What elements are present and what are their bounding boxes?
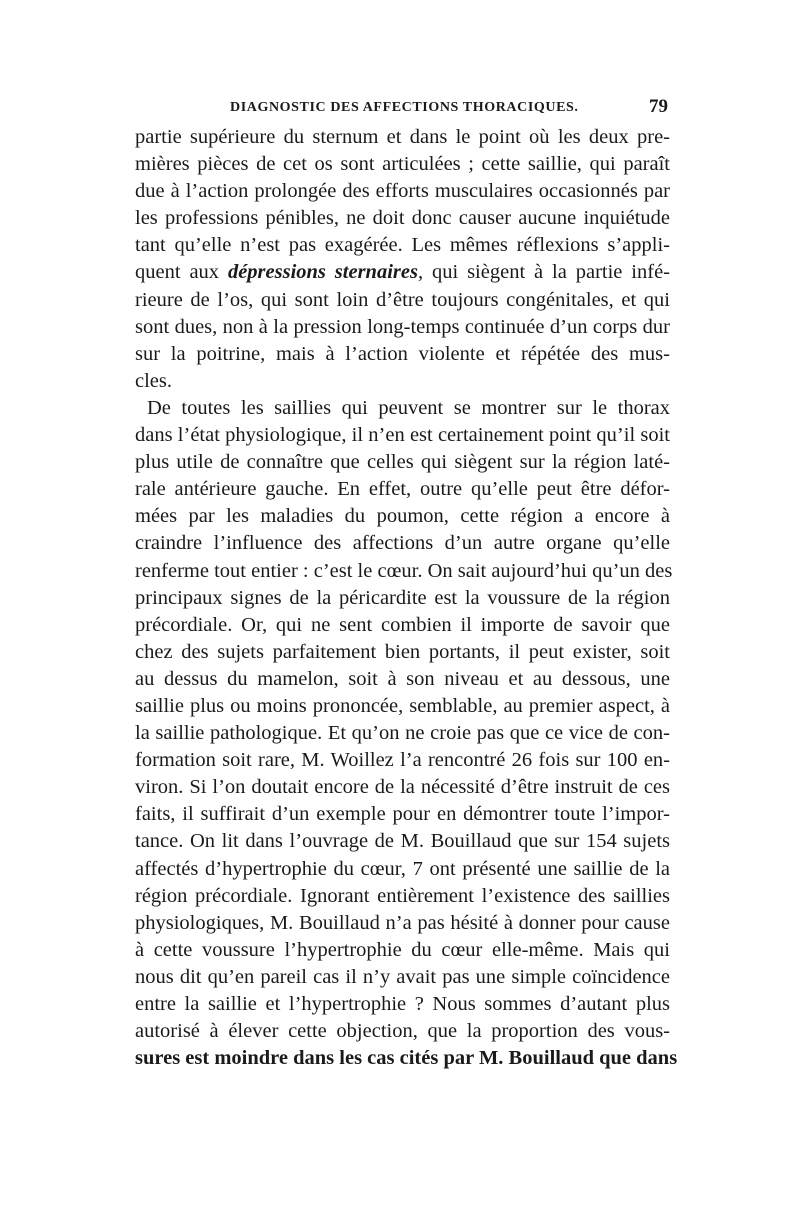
paragraph-first-line: De toutes les saillies qui peuvent se montrer sur le thorax [147,396,670,419]
text-line: entre la saillie et l’hypertrophie ? Nous sommes d’autant plus [135,993,670,1015]
text-line: mières pièces de cet os sont articulées ; cette saillie, qui paraît [135,153,670,176]
text-line: mées par les maladies du poumon, cette région a encore à [135,505,670,528]
text-line: craindre l’influence des affections d’un autre organe qu’elle [135,532,670,555]
text-line-with-emphasis [135,259,670,286]
text-line: cles. [135,369,172,392]
text-line: sures est moindre dans les cas cités par M. Bouillaud que dans [135,1047,678,1070]
text-line: rale antérieure gauche. En effet, outre qu’elle peut être défor- [135,478,670,501]
text-run: quent aux [135,261,228,284]
running-title: DIAGNOSTIC DES AFFECTIONS THORACIQUES. [230,100,579,115]
text-line: sur la poitrine, mais à l’action violente et répétée des mus- [135,342,670,365]
body-text [135,124,678,1072]
emphasized-term: dépressions sternaires [227,261,418,284]
text-line: dans l’état physiologique, il n’en est certainement point qu’il soit [135,424,670,447]
text-line: physiologiques, M. Bouillaud n’a pas hésité à donner pour cause [135,911,670,934]
text-line: plus utile de connaître que celles qui siègent sur la région laté- [135,451,670,474]
text-line: à cette voussure l’hypertrophie du cœur elle-même. Mais qui [135,938,670,961]
text-line: due à l’action prolongée des efforts musculaires occasionnés par [135,180,670,203]
text-line: chez des sujets parfaitement bien portants, il peut exister, soit [135,640,670,663]
page-number: 79 [649,96,668,117]
text-line: autorisé à élever cette objection, que la proportion des vous- [135,1020,670,1043]
text-line: principaux signes de la péricardite est la voussure de la région [135,586,670,609]
text-line: renferme tout entier : c’est le cœur. On sait aujourd’hui qu’un des [135,559,673,582]
text-line: tant qu’elle n’est pas exagérée. Les mêmes réflexions s’appli- [135,234,670,257]
text-line: rieure de l’os, qui sont loin d’être toujours congénitales, et qui [135,288,670,311]
text-line: nous dit qu’en pareil cas il n’y avait pas une simple coïncidence [135,965,670,988]
text-line: région précordiale. Ignorant entièrement l’existence des saillies [135,884,670,907]
text-run: , qui siègent à la partie infé- [417,261,670,284]
text-line: affectés d’hypertrophie du cœur, 7 ont présenté une saillie de la [135,857,670,880]
text-line: la saillie pathologique. Et qu’on ne croie pas que ce vice de con- [135,722,670,745]
text-line: saillie plus ou moins prononcée, semblable, au premier aspect, à [135,694,670,717]
text-line: formation soit rare, M. Woillez l’a rencontré 26 fois sur 100 en- [135,749,670,772]
text-line: au dessus du mamelon, soit à son niveau et au dessous, une [135,667,670,690]
text-line: les professions pénibles, ne doit donc causer aucune inquiétude [135,207,670,230]
running-head [135,96,670,124]
text-line: viron. Si l’on doutait encore de la nécessité d’être instruit de ces [135,776,670,799]
text-line: partie supérieure du sternum et dans le point où les deux pre- [135,126,670,148]
text-line: précordiale. Or, qui ne sent combien il importe de savoir que [135,613,670,636]
text-line: tance. On lit dans l’ouvrage de M. Bouillaud que sur 154 sujets [135,830,670,853]
text-line: faits, il suffirait d’un exemple pour en démontrer toute l’impor- [135,803,670,826]
text-line: sont dues, non à la pression long-temps continuée d’un corps dur [135,315,670,338]
